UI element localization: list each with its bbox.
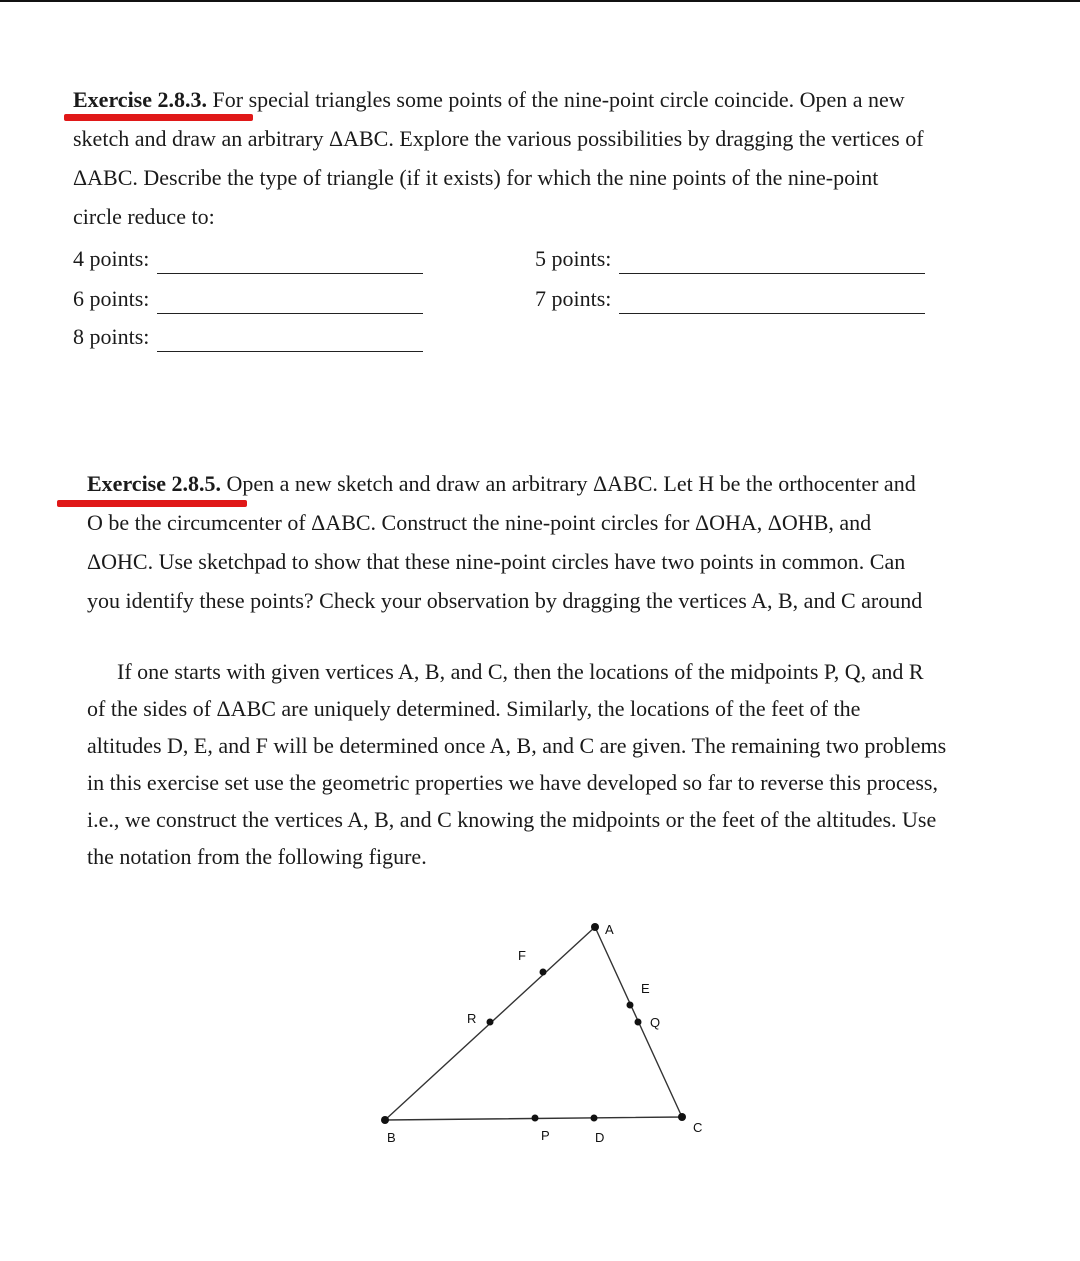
label-a: A (605, 922, 614, 937)
exercise-2-8-5 (87, 464, 1062, 620)
ex1-line-1: Exercise 2.8.3. For special triangles some points of the nine-point circle coincide. Open a new (73, 87, 905, 112)
ex1-line-3: ΔABC. Describe the type of triangle (if it exists) for which the nine points of the nine-point (73, 165, 879, 190)
intro-line-3: altitudes D, E, and F will be determined once A, B, and C are given. The remaining two problems (87, 733, 947, 758)
ex2-line-4: you identify these points? Check your observation by dragging the vertices A, B, and C around (87, 588, 923, 613)
intro-line-4: in this exercise set use the geometric properties we have developed so far to reverse this process, (87, 770, 938, 795)
intro-line-1: If one starts with given vertices A, B, and C, then the locations of the midpoints P, Q, and R (117, 659, 924, 684)
answer-blank-7[interactable] (619, 291, 925, 314)
answer-blank-5[interactable] (619, 251, 925, 274)
label-b: B (387, 1130, 396, 1145)
blank-7-points: 7 points: (535, 284, 925, 314)
ex2-line-3: ΔOHC. Use sketchpad to show that these nine-point circles have two points in common. Can (87, 549, 906, 574)
label-c: C (693, 1120, 703, 1135)
ex1-title: Exercise 2.8.3. (73, 87, 208, 112)
ex2-title: Exercise 2.8.5. (87, 471, 222, 496)
red-underline-annotation-2 (57, 500, 247, 507)
intro-line-6: the notation from the following figure. (87, 844, 427, 869)
ex2-line-1: Exercise 2.8.5. Open a new sketch and draw an arbitrary ΔABC. Let H be the orthocenter and (87, 471, 916, 496)
exercise-2-8-3 (73, 80, 1063, 236)
blank-4-points: 4 points: (73, 244, 423, 274)
label-r: R (467, 1011, 477, 1026)
triangle-figure (360, 905, 720, 1155)
blank-8-points: 8 points: (73, 322, 423, 352)
vertex-c-point[interactable] (678, 1113, 686, 1121)
point-p[interactable] (532, 1115, 539, 1122)
intro-line-5: i.e., we construct the vertices A, B, and C knowing the midpoints or the feet of the altitudes. Use (87, 807, 937, 832)
intro-paragraph (87, 653, 1062, 875)
point-q[interactable] (635, 1019, 642, 1026)
point-f[interactable] (540, 969, 547, 976)
ex1-line-2: sketch and draw an arbitrary ΔABC. Explore the various possibilities by dragging the vertices of (73, 126, 924, 151)
answer-blank-8[interactable] (157, 329, 423, 352)
label-f: F (518, 948, 526, 963)
top-border-rule (0, 0, 1080, 2)
red-underline-annotation-1 (64, 114, 253, 121)
point-d[interactable] (591, 1115, 598, 1122)
label-d: D (595, 1130, 605, 1145)
label-q: Q (650, 1015, 661, 1030)
vertex-b-point[interactable] (381, 1116, 389, 1124)
blank-6-points: 6 points: (73, 284, 423, 314)
answer-blank-6[interactable] (157, 291, 423, 314)
label-p: P (541, 1128, 550, 1143)
ex1-line-4: circle reduce to: (73, 204, 215, 229)
label-e: E (641, 981, 650, 996)
point-e[interactable] (627, 1002, 634, 1009)
ex2-line-2: O be the circumcenter of ΔABC. Construct the nine-point circles for ΔOHA, ΔOHB, and (87, 510, 872, 535)
vertex-a-point[interactable] (591, 923, 599, 931)
intro-line-2: of the sides of ΔABC are uniquely determined. Similarly, the locations of the feet of the (87, 696, 861, 721)
point-r[interactable] (487, 1019, 494, 1026)
answer-blank-4[interactable] (157, 251, 423, 274)
blank-5-points: 5 points: (535, 244, 925, 274)
